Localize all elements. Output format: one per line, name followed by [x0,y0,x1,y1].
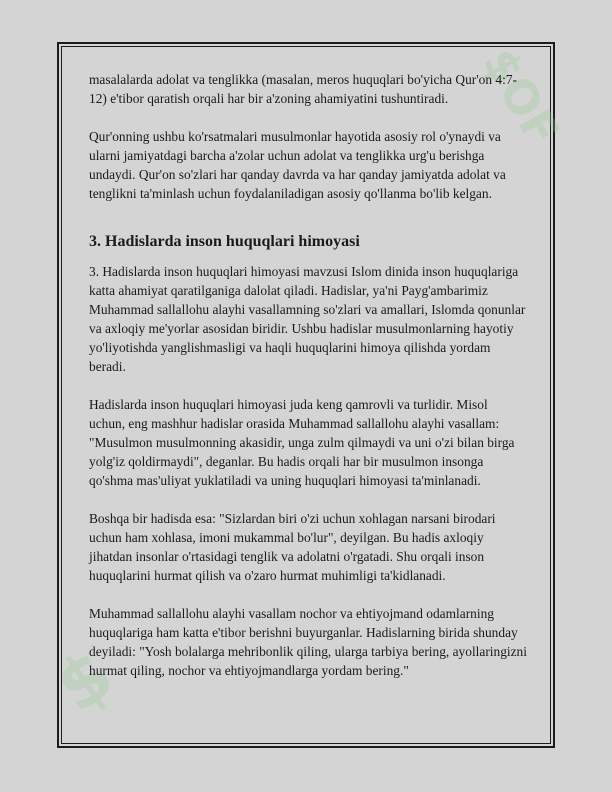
section-heading: 3. Hadislarda inson huquqlari himoyasi [89,233,360,250]
paragraph: 3. Hadislarda inson huquqlari himoyasi mavzusi Islom dinida inson huquqlariga katta ahamiyat qaratilganiga dalolat qiladi. Hadislar, ya'ni Payg'ambarimiz Muhammad sallallohu alayhi vasallamning so'zlari va amallari, Islomda qonunlar va axloqiy me'yorlar asosidan biridir. Ushbu hadislar musulmonlarning hayotiy yo'liyotishda yanglishmasligi va haqli huquqlarini himoya qilishda yordam beradi. [89,264,526,374]
paragraph: Qur'onning ushbu ko'rsatmalari musulmonlar hayotida asosiy rol o'ynaydi va ularni jamiyatdagi barcha a'zolar uchun adolat va tenglikka urg'u berishga undaydi. Qur'on so'zlari har qanday davrda va har qanday jamiyatda adolat va tenglikni ta'minlash uchun foydalaniladigan asosiy qo'llanma bo'lib kelgan. [89,129,506,201]
document-body [89,70,527,699]
paragraph: Hadislarda inson huquqlari himoyasi juda keng qamrovli va turlidir. Misol uchun, eng mashhur hadislar orasida Muhammad sallallohu alayhi vasallam: "Musulmon musulmonning akasidir, unga zulm qilmaydi va uni o'zi bilan birga yolg'iz qoldirmaydi", deganlar. Bu hadis orqali har bir musulmon insonga qo'shma mas'uliyat yuklatiladi va uning huquqlari himoyasi ta'minlanadi. [89,397,515,488]
paragraph: masalalarda adolat va tenglikka (masalan, meros huquqlari bo'yicha Qur'on 4:7-12) e'tibor qaratish orqali har bir a'zoning ahamiyatini tushuntiradi. [89,72,517,106]
watermark-logo: $ [40,633,128,729]
paragraph: Muhammad sallallohu alayhi vasallam nochor va ehtiyojmand odamlarning huquqlariga ham katta e'tibor berishni buyurganlar. Hadislarning birida shunday deyiladi: "Yosh bolalarga mehribonlik qiling, ularga tarbiya bering, ayollaringizni hurmat qiling, nochor va ehtiyojmandlarga yordam bering." [89,606,527,678]
watermark-logo-right: $OF [472,39,571,155]
paragraph: Boshqa bir hadisda esa: "Sizlardan biri o'zi uchun xohlagan narsani birodari uchun ham xohlasa, imoni mukammal bo'lur", deyilgan. Bu hadis axloqiy jihatdan insonlar o'rtasidagi tenglik va adolatni o'rgatadi. Shu orqali inson huquqlarini hurmat qilish va o'zaro hurmat muhimligi ta'kidlanadi. [89,511,496,583]
